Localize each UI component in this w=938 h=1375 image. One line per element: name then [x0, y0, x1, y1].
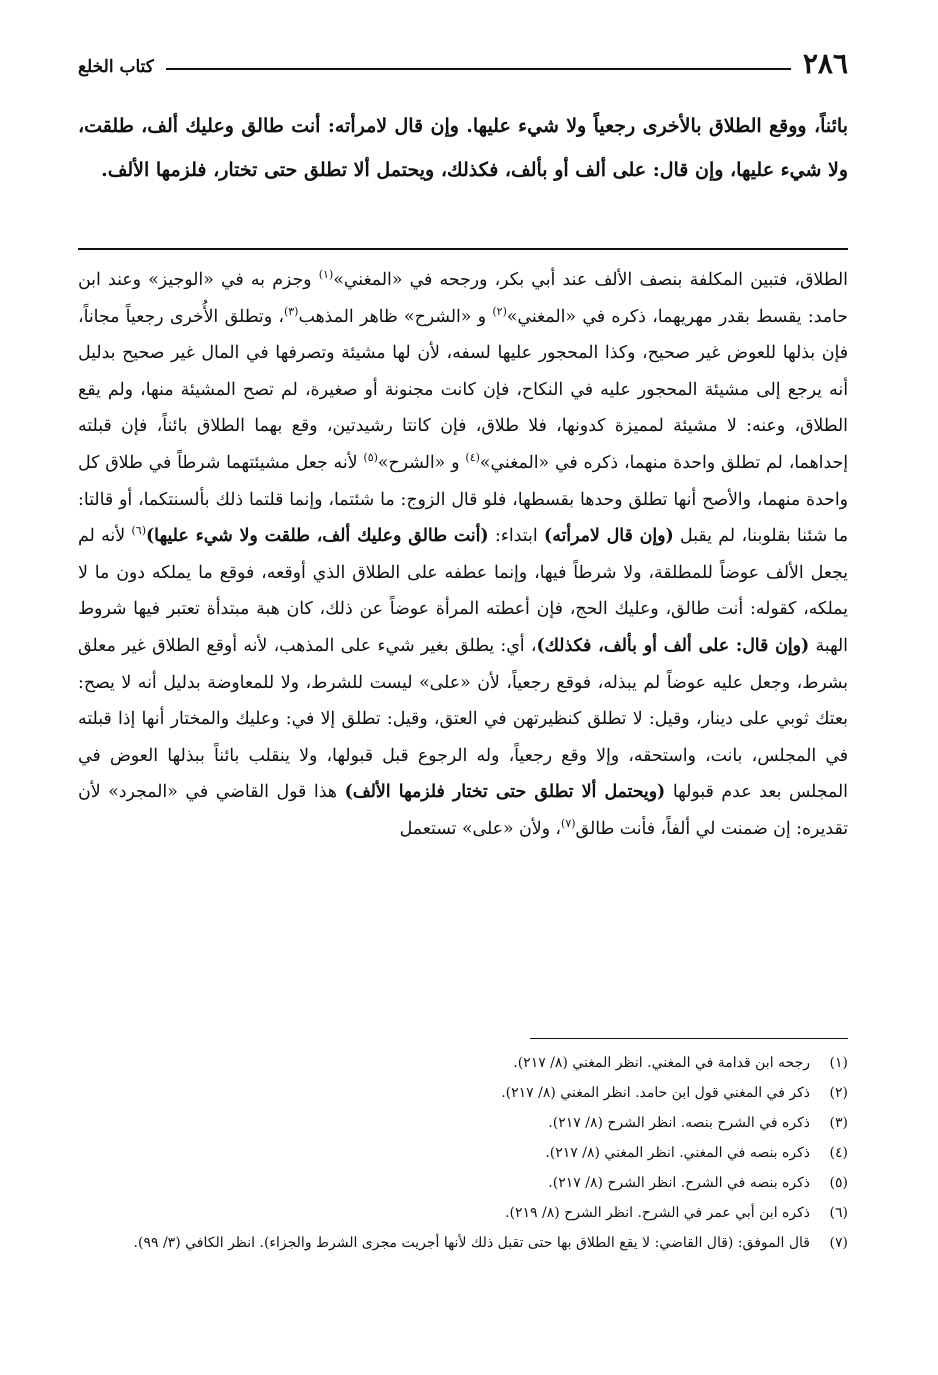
footnote-item: [78, 1048, 848, 1078]
page-header: [78, 38, 848, 78]
quoted-matn: (وإن قال لامرأته): [544, 526, 674, 547]
footnote-item: [78, 1108, 848, 1138]
footnote-number: (٥): [829, 1175, 848, 1191]
footnote-number: (٧): [829, 1235, 848, 1251]
footnote-text: قال الموفق: (قال القاضي: لا يقع الطلاق بها حتى تقبل ذلك لأنها أجريت مجرى الشرط والجزاء). انظر الكافي (٣/ ٩٩).: [133, 1235, 810, 1251]
sharh-paragraph: الطلاق، فتبين المكلفة بنصف الألف عند أبي بكر، ورجحه في «المغني»$^{(١)}$ وجزم به في «الوجيز» وعند ابن حامد: يقسط بقدر مهريهما، ذكره في «المغني»$^{(٢)}$ و «الشرح» ظاهر المذهب$^{(٣)}$، وتطلق الأُخرى رجعياً مجاناً، فإن بذلها للعوض غير صحيح، وكذا المحجور عليها لسفه، لأن لها مشيئة وتصرفها في المال غير صحيح بدليل أنه يرجع إلى مشيئة المحجور عليه في النكاح، فإن كانت مجنونة أو صغيرة، لم تصح المشيئة منها، ولم يقع الطلاق، وعنه: لا مشيئة لمميزة كدونها، فلا طلاق، فإن كانتا رشيدتين، وقع بهما الطلاق بائناً، فإن قبلته إحداهما، لم تطلق واحدة منهما، ذكره في «المغني»$^{(٤)}$ و «الشرح»$^{(٥)}$ لأنه جعل مشيئتهما شرطاً في طلاق كل واحدة منهما، والأصح أنها تطلق وحدها بقسطها، فلو قال الزوج: ما شئتما، وإنما قلتما ذلك بألسنتكما، أو قالتا: ما شئنا بقلوبنا، لم يقبل (وإن قال لامرأته) ابتداء: (أنت طالق وعليك ألف، طلقت ولا شيء عليها)$^{(٦)}$ لأنه لم يجعل الألف عوضاً للمطلقة، ولا شرطاً فيها، وإنما عطفه على الطلاق الذي أوقعه، فوقع ما يملكه دون ما لا يملكه، كقوله: أنت طالق، وعليك الحج، فإن أعطته المرأة عوضاً عن ذلك، كان هبة مبتدأة تعتبر فيها شروط الهبة (وإن قال: على ألف أو بألف، فكذلك)، أي: يطلق بغير شيء على المذهب، لأنه أوقع الطلاق غير معلق بشرط، وجعل عليه عوضاً لم يبذله، فوقع رجعياً، لأن «على» ليست للشرط، ولا للمعاوضة بدليل أنه لا يصح: بعتك ثوبي على دينار، وقيل: لا تطلق كنظيرتهن في العتق، وقيل: تطلق إلا في: وعليك والمختار أنها إذا قبلته في المجلس، بانت، واستحقه، وإلا وقع رجعياً، وله الرجوع قبل قبولها، ولا ينقلب بائناً ببذلها العوض في المجلس بعد عدم قبولها (ويحتمل ألا تطلق حتى تختار فلزمها الألف) هذا قول القاضي في «المجرد» لأن تقديره: إن ضمنت لي ألفاً، فأنت طالق$^{(٧)}$، ولأن «على» تستعمل: [78, 268, 849, 839]
footnote-ref[interactable]: (٢): [492, 304, 507, 318]
footnote-item: [78, 1198, 848, 1228]
sharh-commentary: [78, 262, 848, 848]
footnote-text: ذكر في المغني قول ابن حامد. انظر المغني (٨/ ٢١٧).: [501, 1085, 810, 1101]
quoted-matn: (أنت طالق وعليك ألف، طلقت ولا شيء عليها): [146, 526, 489, 547]
footnote-text: رجحه ابن قدامة في المغني. انظر المغني (٨/ ٢١٧).: [513, 1055, 810, 1071]
footnote-text: ذكره في الشرح بنصه. انظر الشرح (٨/ ٢١٧).: [548, 1115, 810, 1131]
footnotes: [78, 1048, 848, 1258]
footnote-item: [78, 1228, 848, 1258]
footnote-number: (١): [829, 1055, 848, 1071]
footnote-text: ذكره بنصه في الشرح. انظر الشرح (٨/ ٢١٧).: [548, 1175, 810, 1191]
footnote-number: (٤): [829, 1145, 848, 1161]
footnote-text: ذكره بنصه في المغني. انظر المغني (٨/ ٢١٧).: [545, 1145, 810, 1161]
book-page: [78, 38, 848, 1338]
footnote-separator: [530, 1038, 848, 1039]
footnote-ref[interactable]: (٤): [465, 451, 480, 465]
book-title: كتاب الخلع: [78, 57, 154, 77]
footnote-text: ذكره ابن أبي عمر في الشرح. انظر الشرح (٨/ ٢١٩).: [505, 1205, 810, 1221]
footnote-ref[interactable]: (٦): [131, 524, 146, 538]
page-number: ٢٨٦: [802, 47, 848, 80]
matn-paragraph: بائناً، ووقع الطلاق بالأخرى رجعياً ولا شيء عليها. وإن قال لامرأته: أنت طالق وعليك ألف، طلقت، ولا شيء عليها، وإن قال: على ألف أو بألف، فكذلك، ويحتمل ألا تطلق حتى تختار، فلزمها الألف.: [78, 115, 848, 181]
matn-separator: [78, 248, 848, 250]
footnote-ref[interactable]: (١): [318, 268, 334, 282]
footnote-number: (٣): [829, 1115, 848, 1131]
footnote-item: [78, 1168, 848, 1198]
matn-text: [78, 104, 848, 192]
footnote-ref[interactable]: (٣): [283, 304, 299, 318]
footnote-ref[interactable]: (٥): [363, 451, 378, 465]
footnote-item: [78, 1138, 848, 1168]
footnote-item: [78, 1078, 848, 1108]
quoted-matn: (ويحتمل ألا تطلق حتى تختار فلزمها الألف): [344, 782, 666, 803]
footnote-number: (٢): [829, 1085, 848, 1101]
header-rule: [166, 68, 791, 70]
footnote-number: (٦): [829, 1205, 848, 1221]
footnote-ref[interactable]: (٧): [561, 817, 576, 831]
quoted-matn: (وإن قال: على ألف أو بألف، فكذلك): [536, 635, 810, 656]
